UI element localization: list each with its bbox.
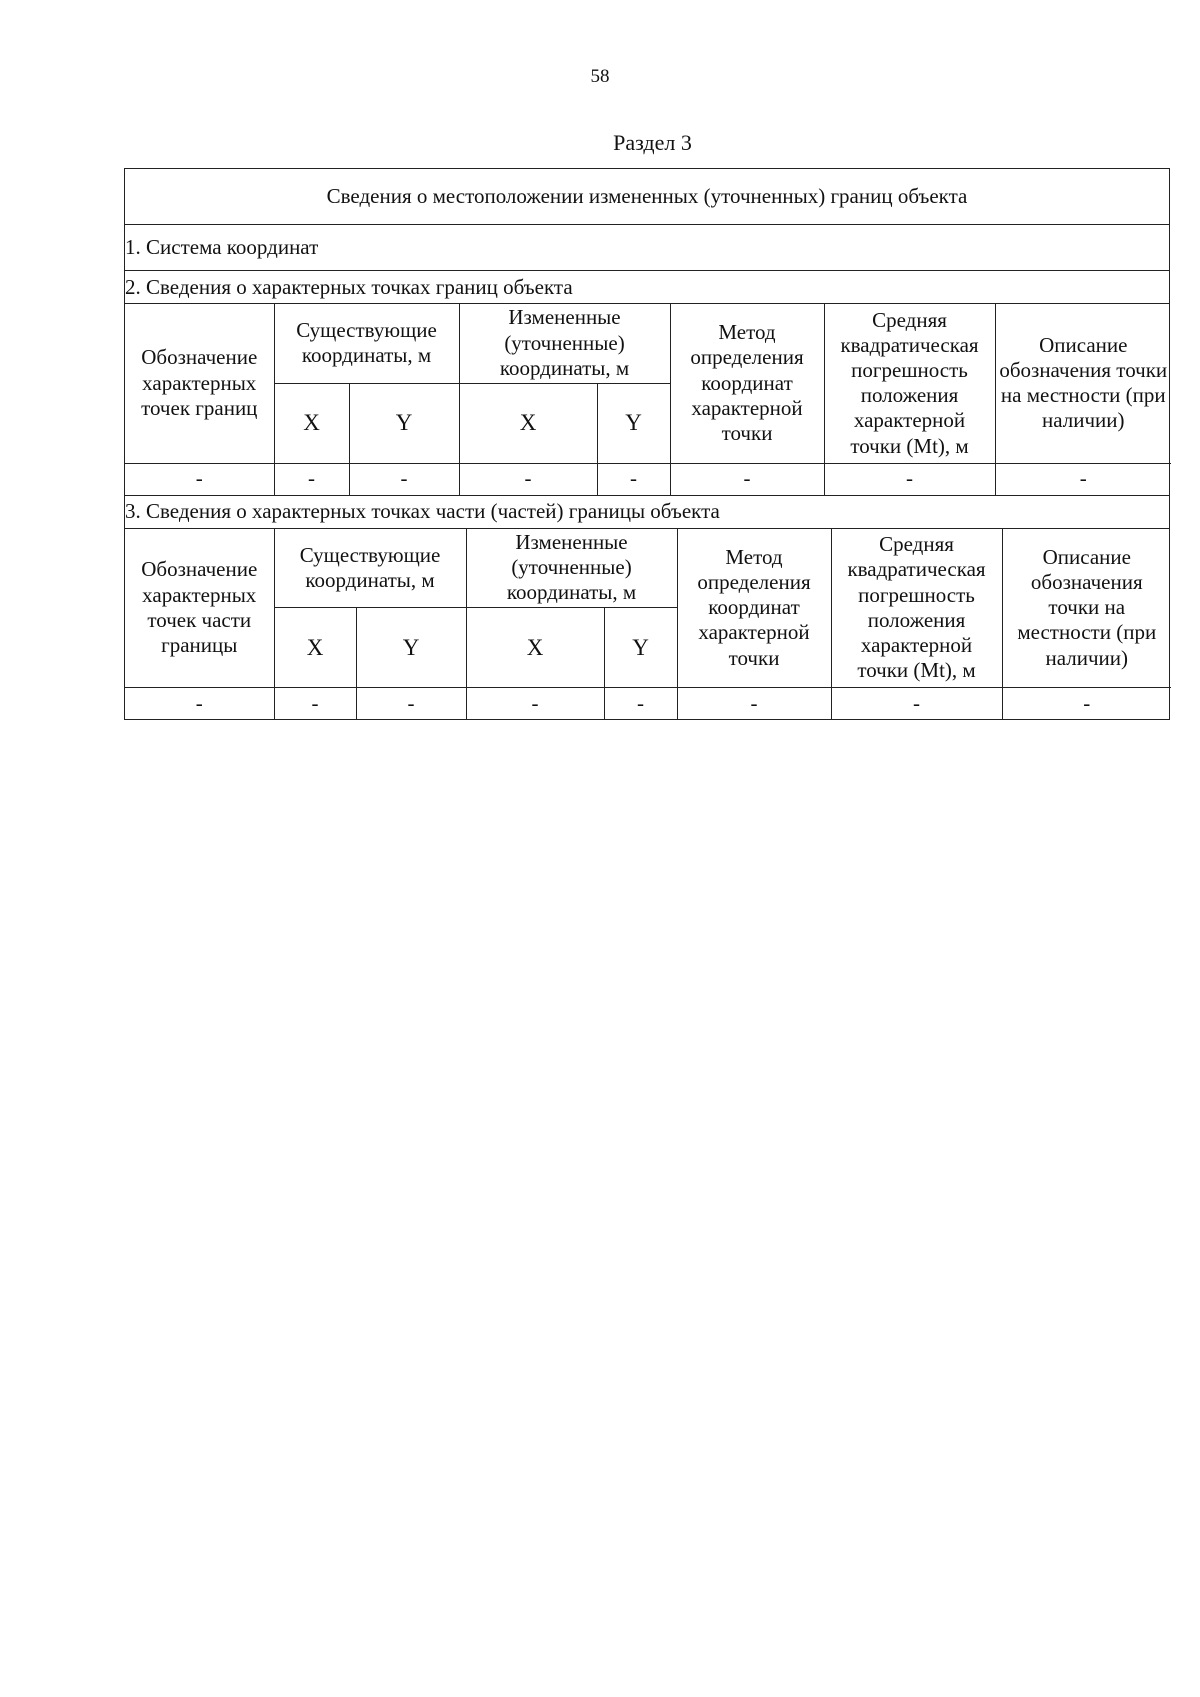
table-cell: - — [831, 688, 1002, 720]
table-cell: - — [677, 688, 831, 720]
part2-grid — [125, 304, 1171, 495]
table-title: Сведения о местоположении измененных (уточненных) границ объекта — [125, 169, 1170, 225]
part2-grid-cell — [125, 304, 1170, 496]
header-mse: Средняя квадратическая погрешность положения характерной точки (Mt), м — [831, 529, 1002, 688]
table-cell: - — [356, 688, 466, 720]
table-cell: - — [459, 463, 597, 495]
coord-system-row — [125, 225, 1170, 271]
coord-system-label: 1. Система координат — [125, 225, 1170, 271]
table-cell: - — [349, 463, 459, 495]
part2-data-row — [125, 463, 1171, 495]
header-method: Метод определения координат характерной точки — [677, 529, 831, 688]
table-cell: - — [274, 688, 356, 720]
part3-header-row-1 — [125, 529, 1171, 608]
table-cell: - — [1002, 688, 1171, 720]
header-existing-coords: Существующие координаты, м — [274, 529, 466, 608]
boundary-table — [124, 168, 1170, 720]
table-cell: - — [670, 463, 824, 495]
header-existing-x: X — [274, 383, 349, 463]
header-changed-coords: Измененные (уточненные) координаты, м — [459, 304, 670, 383]
part3-grid — [125, 529, 1171, 720]
header-existing-x: X — [274, 608, 356, 688]
header-changed-x: X — [466, 608, 604, 688]
part2-header-row-1 — [125, 304, 1171, 383]
table-cell: - — [125, 463, 274, 495]
table-cell: - — [274, 463, 349, 495]
table-cell: - — [597, 463, 670, 495]
header-changed-coords: Измененные (уточненные) координаты, м — [466, 529, 677, 608]
header-designation: Обозначение характерных точек границ — [125, 304, 274, 463]
part3-grid-cell — [125, 528, 1170, 720]
part3-label-row — [125, 495, 1170, 528]
table-cell: - — [466, 688, 604, 720]
page-number: 58 — [590, 66, 610, 87]
header-mse: Средняя квадратическая погрешность положения характерной точки (Mt), м — [824, 304, 995, 463]
part3-label: 3. Сведения о характерных точках части (частей) границы объекта — [125, 495, 1170, 528]
table-cell: - — [995, 463, 1171, 495]
header-existing-y: Y — [349, 383, 459, 463]
part2-label-row — [125, 271, 1170, 304]
part3-grid-row — [125, 528, 1170, 720]
part2-grid-row — [125, 304, 1170, 496]
header-changed-y: Y — [597, 383, 670, 463]
table-cell: - — [824, 463, 995, 495]
header-existing-coords: Существующие координаты, м — [274, 304, 459, 383]
header-method: Метод определения координат характерной точки — [670, 304, 824, 463]
part2-label: 2. Сведения о характерных точках границ объекта — [125, 271, 1170, 304]
part3-data-row — [125, 688, 1171, 720]
table-cell: - — [125, 688, 274, 720]
header-changed-y: Y — [604, 608, 677, 688]
table-cell: - — [604, 688, 677, 720]
header-description: Описание обозначения точки на местности (при наличии) — [995, 304, 1171, 463]
header-existing-y: Y — [356, 608, 466, 688]
table-title-row — [125, 169, 1170, 225]
header-designation: Обозначение характерных точек части границы — [125, 529, 274, 688]
header-description: Описание обозначения точки на местности (при наличии) — [1002, 529, 1171, 688]
section-title: Раздел 3 — [613, 130, 692, 155]
header-changed-x: X — [459, 383, 597, 463]
